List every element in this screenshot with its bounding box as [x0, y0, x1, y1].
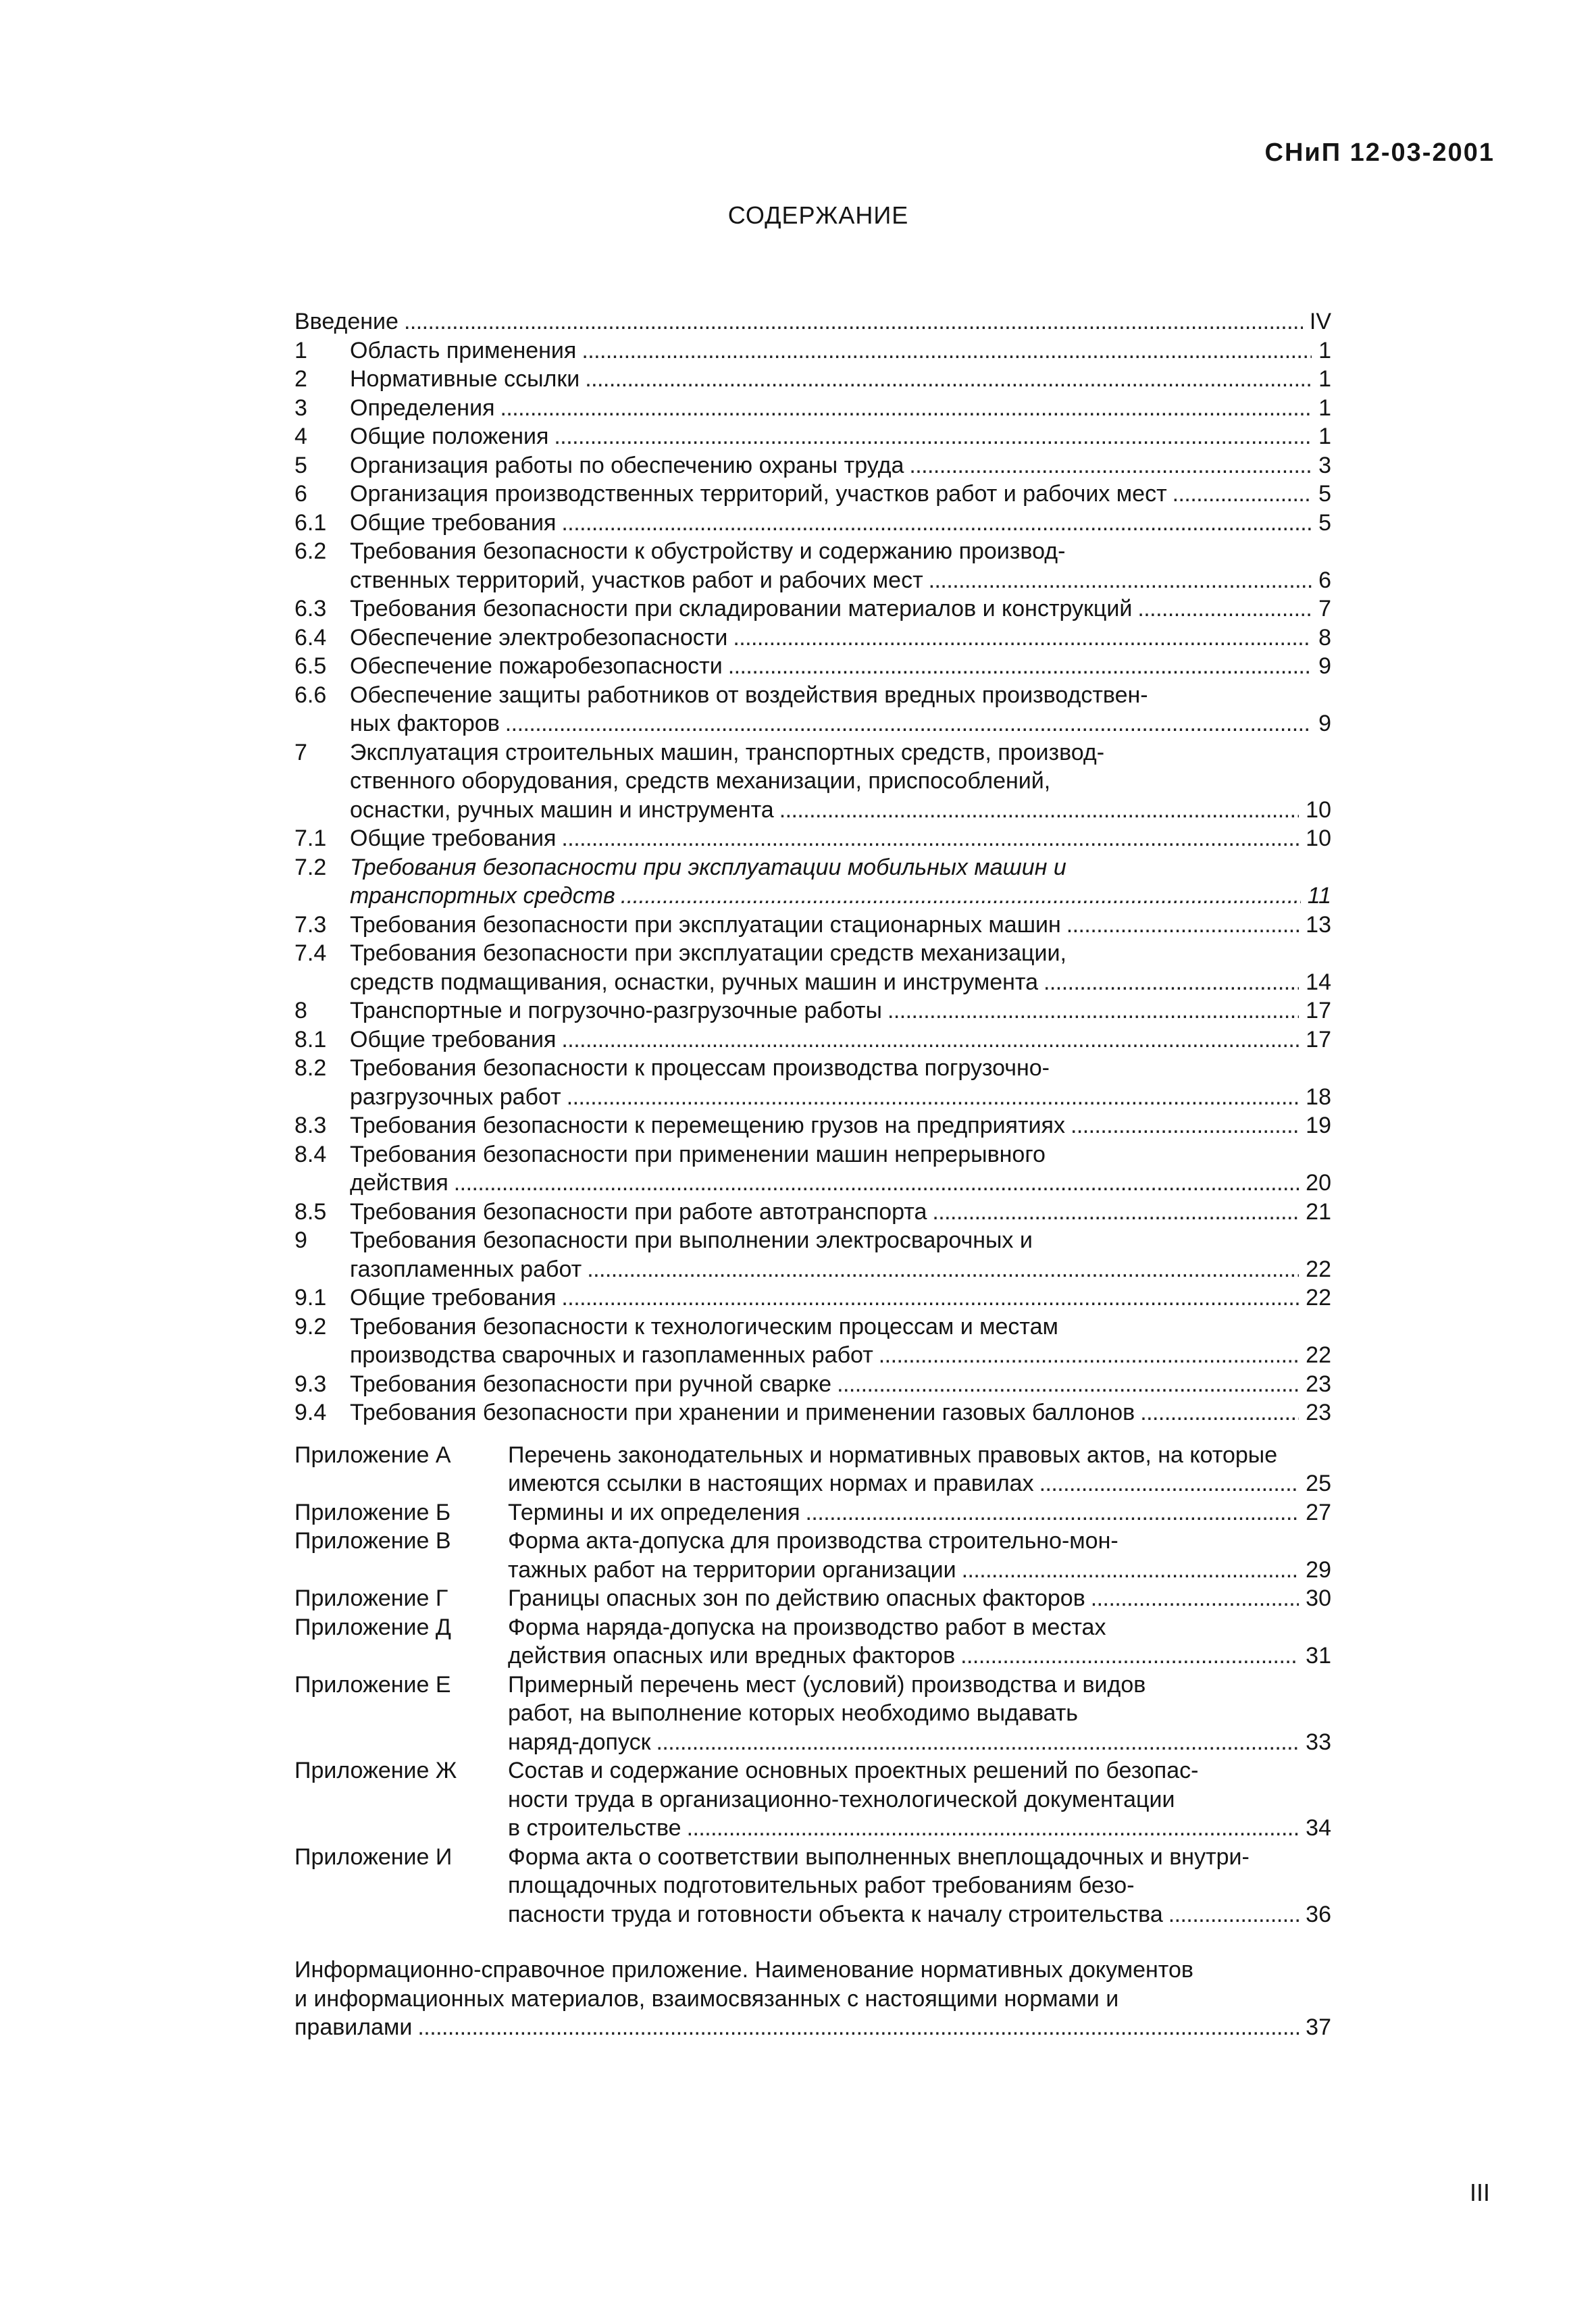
toc-entry-page: 17 — [1306, 1026, 1331, 1052]
dot-leader — [1034, 1469, 1299, 1498]
toc-entry-page: 13 — [1306, 911, 1331, 938]
toc-entry-page: 14 — [1306, 969, 1331, 995]
toc-entry-page: 31 — [1306, 1643, 1331, 1669]
toc-entry-body — [350, 624, 1331, 653]
toc-entry-body — [350, 738, 1331, 825]
toc-entry-number: 8.1 — [294, 1026, 327, 1052]
toc-entry-text: производства сварочных и газопламенных работ — [350, 1342, 873, 1368]
toc-entry-number: 7.2 — [294, 854, 327, 880]
toc-entry[interactable] — [294, 681, 1331, 738]
dot-leader — [1163, 1900, 1299, 1929]
toc-entry-text: Определения — [350, 395, 495, 421]
toc-entry-page: 17 — [1306, 998, 1331, 1023]
toc-entry-body — [350, 422, 1331, 451]
dot-leader — [556, 509, 1312, 538]
toc-entry[interactable] — [294, 1198, 1331, 1227]
toc-entry-last-line — [350, 624, 1331, 653]
toc-entry-body — [350, 1226, 1331, 1283]
toc-entry-body — [350, 939, 1331, 996]
toc-entry-body — [294, 1956, 1331, 2042]
toc-entry-last-line — [508, 1642, 1331, 1671]
spacer — [294, 1427, 1331, 1441]
toc-entry-text: Транспортные и погрузочно-разгрузочные работы — [350, 998, 882, 1023]
toc-entry-page: 6 — [1318, 567, 1331, 593]
toc-entry-text: Форма наряда-допуска на производство работ в местах — [508, 1614, 1106, 1640]
toc-entry-page: 22 — [1306, 1285, 1331, 1311]
toc-entry-number: 9.1 — [294, 1285, 327, 1311]
toc-entry-body — [350, 365, 1331, 394]
toc-entry-page: 1 — [1318, 337, 1331, 363]
toc-entry-text: Общие положения — [350, 424, 549, 449]
toc-entry-text: Состав и содержание основных проектных решений по безопас- — [508, 1758, 1199, 1783]
toc-entry-number: 6.6 — [294, 682, 327, 708]
toc-entry-number: 4 — [294, 424, 307, 449]
toc-entry-last-line — [350, 882, 1331, 911]
dot-leader — [723, 652, 1312, 681]
toc-entry-text: Нормативные ссылки — [350, 366, 580, 392]
dot-leader — [955, 1642, 1299, 1671]
toc-entry[interactable] — [294, 1956, 1331, 2042]
toc-entry-text: разгрузочных работ — [350, 1084, 561, 1110]
toc-entry-body — [350, 1140, 1331, 1198]
toc-entry-text: Требования безопасности к технологическим процессам и местам — [350, 1313, 1058, 1340]
toc-entry[interactable] — [294, 652, 1331, 681]
toc-entry-text: ности труда в организационно-технологической документации — [508, 1786, 1175, 1812]
toc-entry-text: Требования безопасности к обустройству и содержанию производ- — [350, 538, 1066, 564]
toc-entry-page: 10 — [1306, 825, 1331, 851]
toc-entry-number: 6.3 — [294, 596, 327, 621]
toc-entry-body — [350, 1313, 1331, 1370]
toc-entry[interactable] — [294, 1140, 1331, 1198]
toc-entry-text: Область применения — [350, 337, 577, 363]
toc-entry-body — [350, 1054, 1331, 1111]
toc-entry[interactable] — [294, 1843, 1331, 1929]
toc-entry-page: 3 — [1318, 452, 1331, 478]
spacer — [294, 1929, 1331, 1956]
toc-entry-text: Организация работы по обеспечению охраны труда — [350, 452, 904, 478]
dot-leader — [556, 1283, 1299, 1313]
toc-entry-body — [350, 1283, 1331, 1313]
toc-title: СОДЕРЖАНИЕ — [727, 201, 909, 229]
toc-entry-page: 1 — [1318, 424, 1331, 449]
appendix-label: Приложение Д — [294, 1614, 451, 1640]
toc-entry-page: 1 — [1318, 366, 1331, 392]
toc-entry-text: Термины и их определения — [508, 1499, 800, 1525]
dot-leader — [494, 394, 1312, 423]
toc-entry-text: Требования безопасности при эксплуатации средств механизации, — [350, 940, 1066, 966]
toc-entry-last-line — [350, 911, 1331, 940]
toc-entry[interactable] — [294, 996, 1331, 1025]
toc-entry[interactable] — [294, 939, 1331, 996]
toc-entry-page: 21 — [1306, 1198, 1331, 1225]
toc-entry-last-line — [508, 1728, 1331, 1757]
toc-entry-last-line — [508, 1469, 1331, 1498]
toc-entry-body — [350, 1198, 1331, 1227]
toc-entry-text: Примерный перечень мест (условий) производства и видов — [508, 1671, 1146, 1698]
toc-entry-text: и информационных материалов, взаимосвязанных с настоящими нормами и — [294, 1985, 1119, 2012]
page-number: III — [1469, 2179, 1490, 2206]
toc-entry-text: Требования безопасности при хранении и применении газовых баллонов — [350, 1400, 1135, 1425]
toc-entry-page: 22 — [1306, 1342, 1331, 1368]
toc-entry-page: 33 — [1306, 1729, 1331, 1755]
toc-entry-body — [294, 307, 1331, 336]
toc-entry-page: 27 — [1306, 1499, 1331, 1525]
toc-entry-number: 3 — [294, 395, 307, 421]
toc-entry-text: в строительстве — [508, 1815, 681, 1841]
appendix-label: Приложение Е — [294, 1671, 451, 1698]
toc-entry-text: Требования безопасности при складировании материалов и конструкций — [350, 596, 1133, 621]
dot-leader — [561, 1083, 1299, 1112]
toc-entry-text: правилами — [294, 2014, 413, 2040]
toc-entry-body — [508, 1527, 1331, 1584]
toc-entry-text: тажных работ на территории организации — [508, 1556, 956, 1583]
toc-entry-text: действия опасных или вредных факторов — [508, 1643, 956, 1669]
toc-entry[interactable] — [294, 336, 1331, 365]
toc-entry-page: 36 — [1306, 1901, 1331, 1927]
toc-entry[interactable] — [294, 1398, 1331, 1427]
appendix-label: Приложение Ж — [294, 1758, 457, 1783]
toc-entry-text: Введение — [294, 309, 398, 334]
dot-leader — [923, 566, 1312, 595]
toc-entry-body — [508, 1843, 1331, 1929]
toc-entry-page: 7 — [1318, 596, 1331, 621]
toc-entry-number: 6 — [294, 481, 307, 507]
dot-leader — [615, 882, 1301, 911]
toc-entry-body — [350, 1370, 1331, 1399]
toc-entry-number: 6.5 — [294, 653, 327, 679]
toc-entry[interactable] — [294, 1313, 1331, 1370]
toc-entry-number: 6.4 — [294, 624, 327, 651]
toc-entry-last-line — [350, 709, 1331, 738]
dot-leader — [576, 336, 1312, 365]
toc-entry-last-line — [350, 796, 1331, 825]
dot-leader — [956, 1556, 1299, 1585]
toc-entry-last-line — [294, 307, 1331, 336]
toc-entry-last-line — [350, 422, 1331, 451]
toc-entry-text: оснастки, ручных машин и инструмента — [350, 796, 774, 823]
toc-entry-number: 6.2 — [294, 538, 327, 564]
toc-entry-last-line — [350, 1370, 1331, 1399]
toc-entry-page: 34 — [1306, 1815, 1331, 1841]
toc-entry-page: 25 — [1306, 1471, 1331, 1496]
toc-entry-last-line — [350, 509, 1331, 538]
toc-entry-text: средств подмащивания, оснастки, ручных машин и инструмента — [350, 969, 1039, 995]
toc-entry-page: 10 — [1306, 796, 1331, 823]
toc-entry-last-line — [350, 1341, 1331, 1370]
toc-entry-last-line — [350, 566, 1331, 595]
toc-entry-last-line — [350, 824, 1331, 853]
toc-entry-text: Требования безопасности при выполнении электросварочных и — [350, 1227, 1033, 1253]
dot-leader — [831, 1370, 1299, 1399]
toc-entry-body — [350, 394, 1331, 423]
toc-entry-text: Общие требования — [350, 509, 557, 536]
toc-entry-page: IV — [1309, 309, 1331, 334]
toc-entry[interactable] — [294, 624, 1331, 653]
dot-leader — [582, 1255, 1299, 1284]
toc-entry-text: Требования безопасности к процессам производства погрузочно- — [350, 1055, 1050, 1081]
toc-entry[interactable] — [294, 451, 1331, 480]
toc-entry[interactable] — [294, 1283, 1331, 1313]
toc-entry-body — [508, 1584, 1331, 1613]
dot-leader — [556, 1025, 1299, 1054]
toc-entry-text: Общие требования — [350, 1285, 557, 1311]
toc-entry-number: 8.2 — [294, 1055, 327, 1081]
toc-entry-body — [350, 509, 1331, 538]
toc-entry[interactable] — [294, 1441, 1331, 1498]
toc-entry-text: Требования безопасности при ручной сварке — [350, 1371, 832, 1397]
toc-entry[interactable] — [294, 1584, 1331, 1613]
toc-entry-body — [350, 996, 1331, 1025]
toc-entry-last-line — [350, 1398, 1331, 1427]
toc-entry-body — [350, 480, 1331, 509]
toc-entry[interactable] — [294, 1613, 1331, 1671]
table-of-contents — [294, 307, 1331, 2042]
toc-entry-page: 20 — [1306, 1170, 1331, 1196]
dot-leader — [556, 824, 1299, 853]
toc-entry[interactable] — [294, 853, 1331, 911]
toc-entry-text: Эксплуатация строительных машин, транспортных средств, производ- — [350, 739, 1105, 765]
toc-entry-text: транспортных средств — [350, 883, 615, 909]
dot-leader — [1135, 1398, 1299, 1427]
toc-entry-last-line — [350, 594, 1331, 624]
toc-entry-page: 19 — [1306, 1113, 1331, 1138]
toc-entry-text: имеются ссылки в настоящих нормах и правилах — [508, 1471, 1034, 1496]
toc-entry-last-line — [350, 451, 1331, 480]
toc-entry-last-line — [508, 1814, 1331, 1843]
toc-entry[interactable] — [294, 1756, 1331, 1843]
toc-entry-text: Требования безопасности при эксплуатации стационарных машин — [350, 911, 1061, 938]
toc-entry-body — [350, 336, 1331, 365]
toc-entry[interactable] — [294, 394, 1331, 423]
dot-leader — [727, 624, 1312, 653]
toc-entry-body — [350, 853, 1331, 911]
toc-entry[interactable] — [294, 307, 1331, 336]
toc-entry-number: 9.3 — [294, 1371, 327, 1397]
dot-leader — [1132, 594, 1312, 624]
toc-entry-number: 9.2 — [294, 1313, 327, 1340]
dot-leader — [681, 1814, 1299, 1843]
toc-entry-text: Требования безопасности при эксплуатации мобильных машин и — [350, 854, 1066, 880]
toc-entry-body — [508, 1756, 1331, 1843]
toc-entry[interactable] — [294, 480, 1331, 509]
toc-entry-last-line — [350, 1111, 1331, 1140]
toc-entry-last-line — [350, 996, 1331, 1025]
appendix-label: Приложение Б — [294, 1499, 451, 1525]
toc-entry-last-line — [294, 2013, 1331, 2042]
toc-entry-last-line — [350, 1025, 1331, 1054]
toc-entry-body — [350, 537, 1331, 594]
toc-sections — [294, 307, 1331, 1427]
toc-entry[interactable] — [294, 1111, 1331, 1140]
toc-entry-page: 22 — [1306, 1256, 1331, 1282]
dot-leader — [650, 1728, 1299, 1757]
toc-entry-text: Требования безопасности к перемещению грузов на предприятиях — [350, 1113, 1065, 1138]
toc-entry-number: 8.4 — [294, 1141, 327, 1167]
toc-entry-last-line — [350, 480, 1331, 509]
dot-leader — [580, 365, 1312, 394]
toc-entry-number: 9.4 — [294, 1400, 327, 1425]
toc-entry[interactable] — [294, 1054, 1331, 1111]
toc-entry-body — [350, 1025, 1331, 1054]
toc-entry-number: 1 — [294, 337, 307, 363]
dot-leader — [500, 709, 1312, 738]
dot-leader — [1038, 968, 1299, 997]
toc-entry-number: 6.1 — [294, 509, 327, 536]
toc-entry-text: газопламенных работ — [350, 1256, 582, 1282]
dot-leader — [1065, 1111, 1299, 1140]
dot-leader — [398, 307, 1303, 336]
toc-entry-last-line — [350, 1169, 1331, 1198]
toc-entry[interactable] — [294, 422, 1331, 451]
toc-entry-number: 7.1 — [294, 825, 327, 851]
toc-entry-page: 37 — [1306, 2014, 1331, 2040]
toc-entry[interactable] — [294, 1498, 1331, 1527]
toc-entry-last-line — [350, 968, 1331, 997]
toc-entry-body — [350, 451, 1331, 480]
toc-entry[interactable] — [294, 1370, 1331, 1399]
toc-entry-page: 29 — [1306, 1556, 1331, 1583]
toc-entry-body — [350, 1111, 1331, 1140]
toc-entry[interactable] — [294, 509, 1331, 538]
toc-entry-text: Обеспечение электробезопасности — [350, 624, 728, 651]
toc-entry-body — [350, 652, 1331, 681]
toc-entry-number: 7 — [294, 739, 307, 765]
dot-leader — [800, 1498, 1299, 1527]
toc-entry-body — [508, 1441, 1331, 1498]
toc-entry-page: 9 — [1318, 711, 1331, 736]
toc-entry-body — [508, 1671, 1331, 1757]
toc-entry-text: Границы опасных зон по действию опасных факторов — [508, 1585, 1085, 1611]
toc-entry-last-line — [508, 1584, 1331, 1613]
toc-entry[interactable] — [294, 911, 1331, 940]
appendix-label: Приложение А — [294, 1442, 451, 1468]
toc-entry-last-line — [350, 1198, 1331, 1227]
toc-entry-text: Форма акта о соответствии выполненных внеплощадочных и внутри- — [508, 1844, 1250, 1870]
toc-entry-page: 30 — [1306, 1585, 1331, 1611]
toc-entry-text: ственных территорий, участков работ и рабочих мест — [350, 567, 923, 593]
dot-leader — [904, 451, 1312, 480]
toc-entry-text: Требования безопасности при применении машин непрерывного — [350, 1141, 1046, 1167]
dot-leader — [412, 2013, 1299, 2042]
toc-entry-number: 7.4 — [294, 940, 327, 966]
toc-entry-page: 18 — [1306, 1084, 1331, 1110]
appendix-label: Приложение И — [294, 1844, 453, 1870]
toc-entry-text: наряд-допуск — [508, 1729, 651, 1755]
dot-leader — [882, 996, 1299, 1025]
toc-entry[interactable] — [294, 594, 1331, 624]
toc-entry-last-line — [508, 1900, 1331, 1929]
dot-leader — [448, 1169, 1299, 1198]
dot-leader — [1085, 1584, 1299, 1613]
toc-entry-number: 8 — [294, 998, 307, 1023]
toc-entry-number: 2 — [294, 366, 307, 392]
toc-entry-text: пасности труда и готовности объекта к началу строительства — [508, 1901, 1163, 1927]
toc-entry[interactable] — [294, 1671, 1331, 1757]
toc-entry[interactable] — [294, 1527, 1331, 1584]
toc-entry-text: площадочных подготовительных работ требованиям безо- — [508, 1873, 1135, 1898]
toc-entry-body — [350, 681, 1331, 738]
toc-entry[interactable] — [294, 537, 1331, 594]
toc-entry-text: ственного оборудования, средств механизации, приспособлений, — [350, 768, 1051, 794]
toc-entry-body — [350, 1398, 1331, 1427]
toc-entry-last-line — [350, 336, 1331, 365]
toc-entry-text: действия — [350, 1170, 448, 1196]
toc-entry-text: работ, на выполнение которых необходимо выдавать — [508, 1700, 1078, 1726]
toc-entry[interactable] — [294, 824, 1331, 853]
toc-entry-last-line — [350, 1283, 1331, 1313]
toc-entry[interactable] — [294, 1226, 1331, 1283]
toc-entry-text: Общие требования — [350, 825, 557, 851]
toc-entry-text: Информационно-справочное приложение. Наименование нормативных документов — [294, 1957, 1193, 1983]
dot-leader — [1061, 911, 1299, 940]
toc-entry-number: 9 — [294, 1227, 307, 1253]
dot-leader — [774, 796, 1299, 825]
toc-entry-body — [350, 594, 1331, 624]
toc-entry-body — [350, 911, 1331, 940]
toc-entry-last-line — [508, 1556, 1331, 1585]
toc-entry-number: 8.3 — [294, 1113, 327, 1138]
toc-entry[interactable] — [294, 738, 1331, 825]
toc-entry-last-line — [350, 1255, 1331, 1284]
toc-entry-text: Перечень законодательных и нормативных правовых актов, на которые — [508, 1442, 1278, 1468]
toc-entry-text: Форма акта-допуска для производства строительно-мон- — [508, 1528, 1118, 1554]
toc-entry-last-line — [350, 652, 1331, 681]
toc-entry-text: Общие требования — [350, 1026, 557, 1052]
toc-entry-text: Обеспечение пожаробезопасности — [350, 653, 723, 679]
toc-entry-number: 8.5 — [294, 1198, 327, 1225]
toc-entry-page: 1 — [1318, 395, 1331, 421]
toc-entry-last-line — [350, 394, 1331, 423]
appendix-label: Приложение Г — [294, 1585, 448, 1611]
toc-entry-text: Требования безопасности при работе автотранспорта — [350, 1198, 927, 1225]
toc-entry-page: 11 — [1307, 883, 1331, 909]
toc-entry-text: ных факторов — [350, 711, 500, 736]
appendix-label: Приложение В — [294, 1528, 451, 1554]
toc-entry-body — [508, 1498, 1331, 1527]
dot-leader — [927, 1198, 1299, 1227]
toc-entry-number: 5 — [294, 452, 307, 478]
toc-entry-page: 9 — [1318, 653, 1331, 679]
toc-entry-body — [350, 824, 1331, 853]
toc-entry-text: Организация производственных территорий, участков работ и рабочих мест — [350, 481, 1167, 507]
toc-entry-page: 5 — [1318, 481, 1331, 507]
toc-entry-last-line — [350, 365, 1331, 394]
toc-entry-body — [508, 1613, 1331, 1671]
toc-entry-page: 5 — [1318, 509, 1331, 536]
dot-leader — [1167, 480, 1312, 509]
toc-entry-page: 23 — [1306, 1400, 1331, 1425]
toc-info-appendix — [294, 1956, 1331, 2042]
toc-entry-number: 7.3 — [294, 911, 327, 938]
toc-entry[interactable] — [294, 365, 1331, 394]
toc-entry-last-line — [508, 1498, 1331, 1527]
dot-leader — [548, 422, 1312, 451]
dot-leader — [873, 1341, 1299, 1370]
document-code: СНиП 12-03-2001 — [1264, 138, 1495, 167]
toc-entry-text: Обеспечение защиты работников от воздействия вредных производствен- — [350, 682, 1148, 708]
toc-entry-page: 8 — [1318, 624, 1331, 651]
toc-entry-page: 23 — [1306, 1371, 1331, 1397]
toc-entry[interactable] — [294, 1025, 1331, 1054]
toc-appendices — [294, 1441, 1331, 1929]
toc-entry-last-line — [350, 1083, 1331, 1112]
